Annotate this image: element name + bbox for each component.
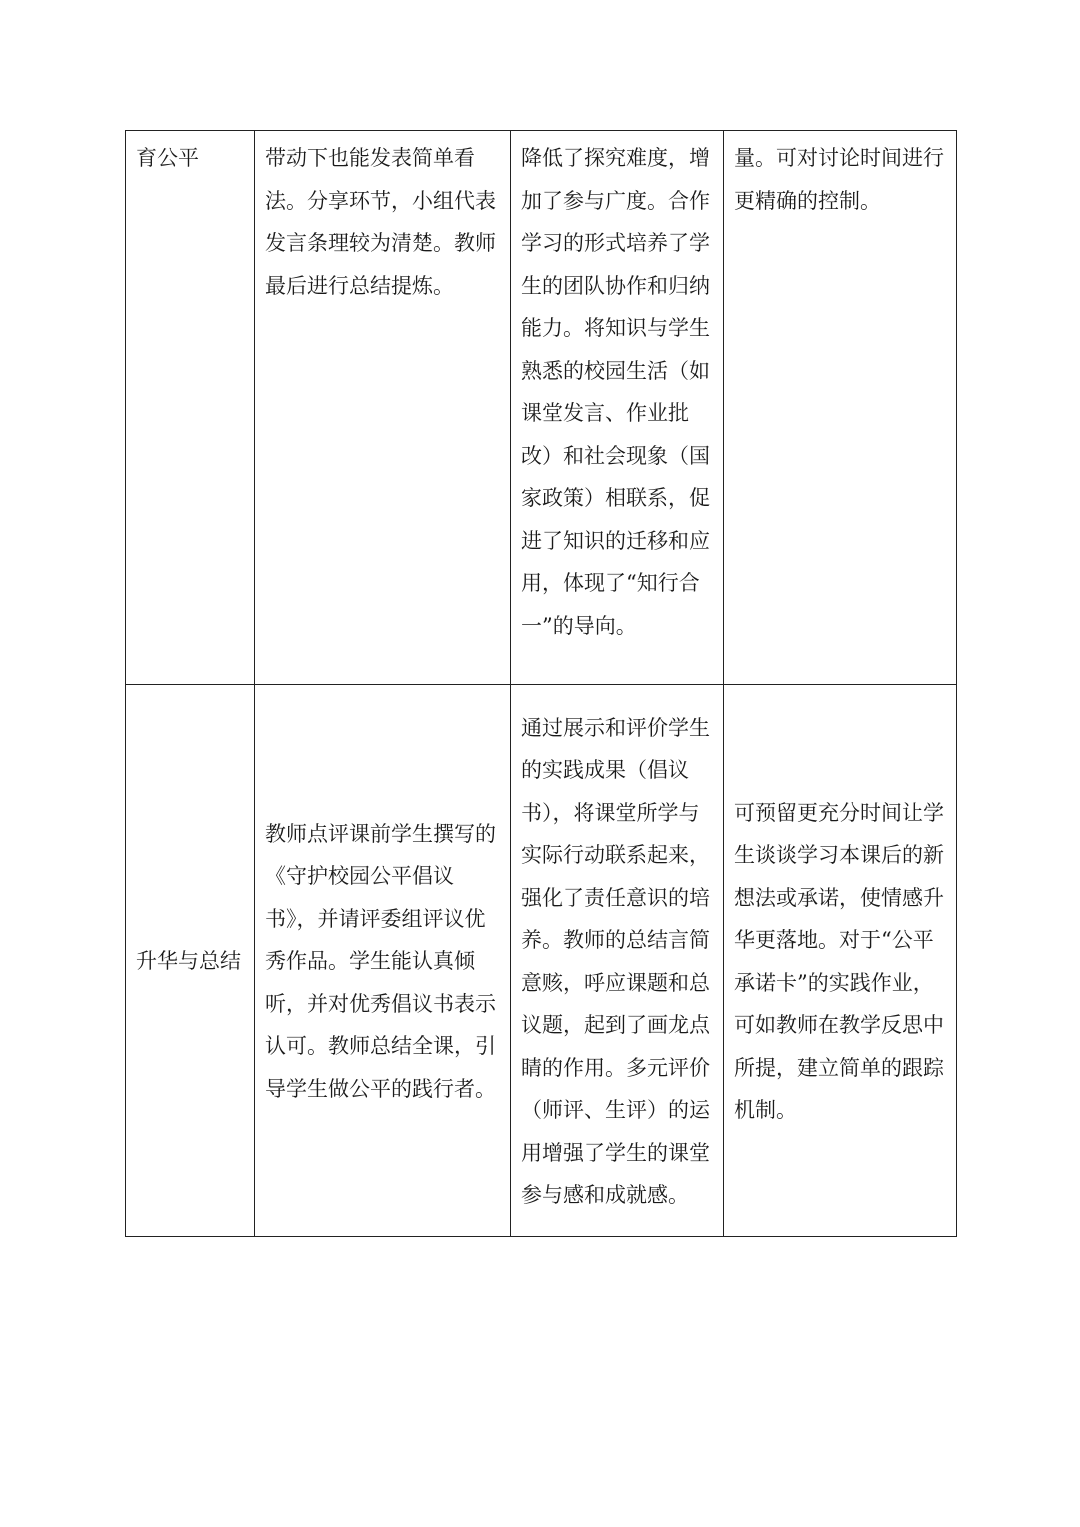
process-cell <box>255 131 511 685</box>
evaluation-cell <box>511 131 724 685</box>
stage-text: 升华与总结 <box>136 949 241 974</box>
suggestion-cell <box>724 131 957 685</box>
suggestion-cell <box>724 685 957 1237</box>
process-text: 教师点评课前学生撰写的《守护校园公平倡议书》，并请评委组评议优秀作品。学生能认真倾听，并对优秀倡议书表示认可。教师总结全课，引导学生做公平的践行者。 <box>265 821 496 1101</box>
evaluation-table <box>125 130 957 1237</box>
suggestion-text: 量。可对讨论时间进行更精确的控制。 <box>734 146 944 213</box>
stage-cell <box>126 131 255 685</box>
stage-cell <box>126 685 255 1237</box>
evaluation-text: 降低了探究难度，增加了参与广度。合作学习的形式培养了学生的团队协作和归纳能力。将知识与学生熟悉的校园生活（如课堂发言、作业批改）和社会现象（国家政策）相联系，促进了知识的迁移和应用，体现了“知行合一”的导向。 <box>521 146 710 638</box>
table-row <box>126 131 957 685</box>
evaluation-cell <box>511 685 724 1237</box>
suggestion-text: 可预留更充分时间让学生谈谈学习本课后的新想法或承诺，使情感升华更落地。对于“公平承诺卡”的实践作业，可如教师在教学反思中所提，建立简单的跟踪机制。 <box>734 800 944 1122</box>
process-cell <box>255 685 511 1237</box>
table-row <box>126 685 957 1237</box>
evaluation-text: 通过展示和评价学生的实践成果（倡议书），将课堂所学与实际行动联系起来，强化了责任意识的培养。教师的总结言简意赅，呼应课题和总议题，起到了画龙点睛的作用。多元评价（师评、生评）的运用增强了学生的课堂参与感和成就感。 <box>521 715 710 1207</box>
stage-text: 育公平 <box>136 146 199 170</box>
process-text: 带动下也能发表简单看法。分享环节，小组代表发言条理较为清楚。教师最后进行总结提炼。 <box>265 146 496 298</box>
